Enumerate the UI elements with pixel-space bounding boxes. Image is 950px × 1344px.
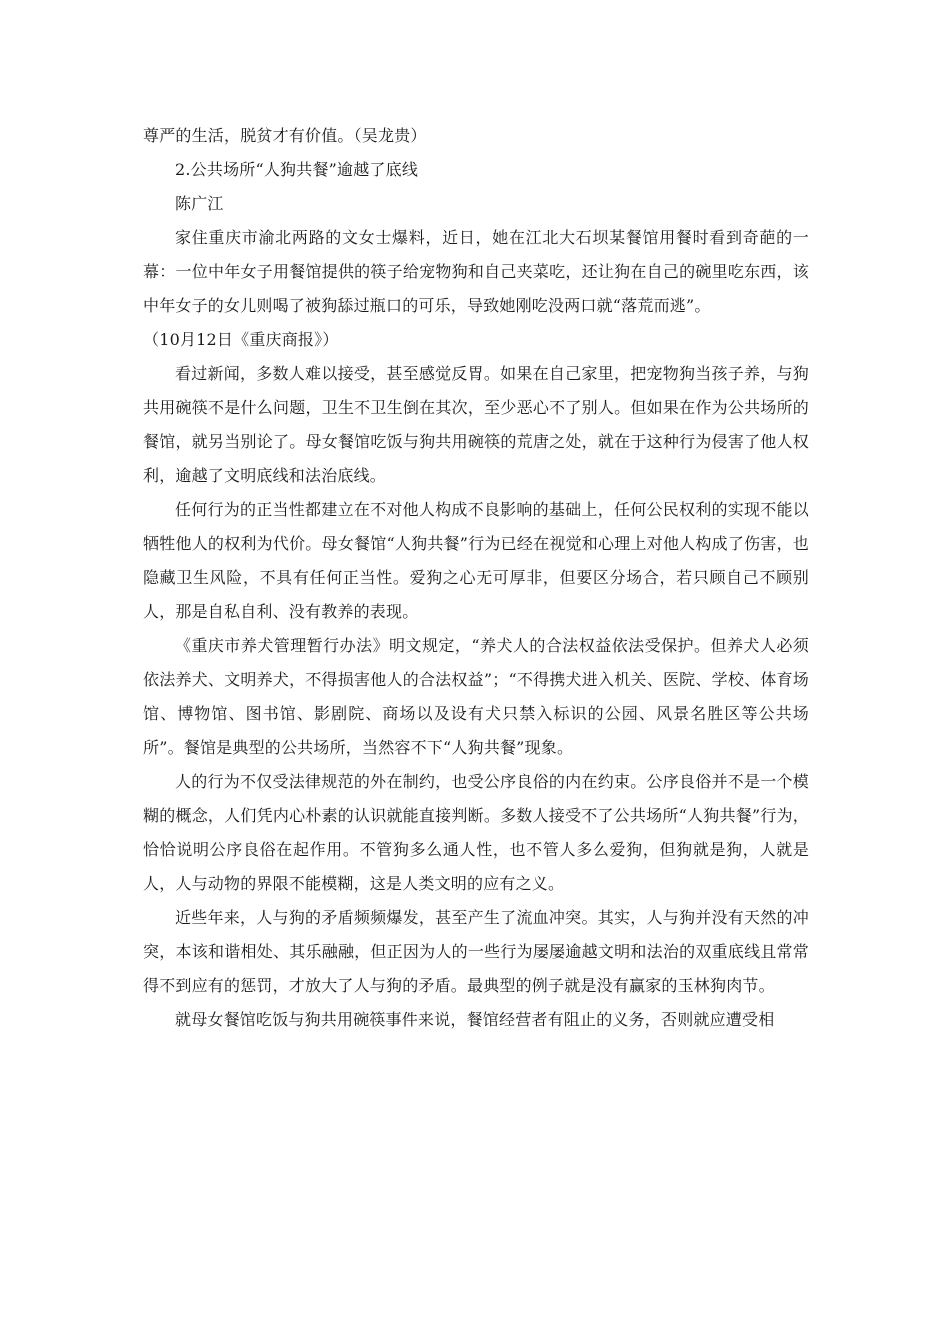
source-citation: （10月12日《重庆商报》） <box>143 330 339 349</box>
paragraph: 家住重庆市渝北两路的文女士爆料，近日，她在江北大石坝某餐馆用餐时看到奇葩的一幕：一位中年女子用餐馆提供的筷子给宠物狗和自己夹菜吃，还让狗在自己的碗里吃东西，该中年女子的女儿则喝了被狗舔过瓶口的可乐，导致她刚吃没两口就“落荒而逃”。 <box>143 228 809 315</box>
section-title: 2.公共场所“人狗共餐”逾越了底线 <box>175 160 419 179</box>
paragraph: 任何行为的正当性都建立在不对他人构成不良影响的基础上，任何公民权利的实现不能以牺牲他人的权利为代价。母女餐馆“人狗共餐”行为已经在视觉和心理上对他人构成了伤害，也隐藏卫生风险，不具有任何正当性。爱狗之心无可厚非，但要区分场合，若只顾自己不顾别人，那是自私自利、没有教养的表现。 <box>143 500 809 621</box>
paragraph: 人的行为不仅受法律规范的外在制约，也受公序良俗的内在约束。公序良俗并不是一个模糊的概念，人们凭内心朴素的认识就能直接判断。多数人接受不了公共场所“人狗共餐”行为，恰恰说明公序良俗在起作用。不管狗多么通人性，也不管人多么爱狗，但狗就是狗，人就是人，人与动物的界限不能模糊，这是人类文明的应有之义。 <box>143 772 809 893</box>
paragraph: 近些年来，人与狗的矛盾频频爆发，甚至产生了流血冲突。其实，人与狗并没有天然的冲突，本该和谐相处、其乐融融，但正因为人的一些行为屡屡逾越文明和法治的双重底线且常常得不到应有的惩罚，才放大了人与狗的矛盾。最典型的例子就是没有赢家的玉林狗肉节。 <box>143 908 809 995</box>
author-name: 陈广江 <box>175 194 224 213</box>
lead-line: 尊严的生活，脱贫才有价值。（吴龙贵） <box>143 126 427 145</box>
paragraph: 就母女餐馆吃饭与狗共用碗筷事件来说，餐馆经营者有阻止的义务，否则就应遭受相 <box>175 1010 775 1029</box>
document-body <box>143 119 809 1037</box>
paragraph: 《重庆市养犬管理暂行办法》明文规定，“养犬人的合法权益依法受保护。但养犬人必须依法养犬、文明养犬，不得损害他人的合法权益”；“不得携犬进入机关、医院、学校、体育场馆、博物馆、图书馆、影剧院、商场以及设有犬只禁入标识的公园、风景名胜区等公共场所”。餐馆是典型的公共场所，当然容不下“人狗共餐”现象。 <box>143 636 809 757</box>
paragraph: 看过新闻，多数人难以接受，甚至感觉反胃。如果在自己家里，把宠物狗当孩子养，与狗共用碗筷不是什么问题，卫生不卫生倒在其次，至少恶心不了别人。但如果在作为公共场所的餐馆，就另当别论了。母女餐馆吃饭与狗共用碗筷的荒唐之处，就在于这种行为侵害了他人权利，逾越了文明底线和法治底线。 <box>143 364 809 485</box>
